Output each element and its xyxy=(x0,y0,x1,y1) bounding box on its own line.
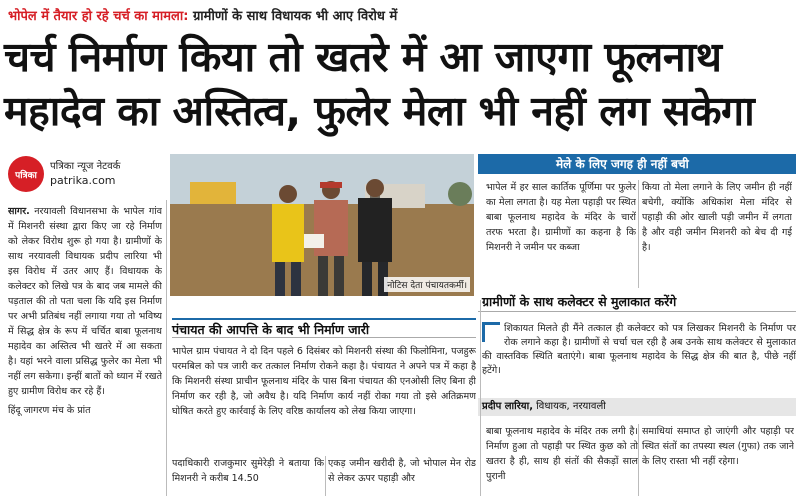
kicker-black: ग्रामीणों के साथ विधायक भी आए विरोध में xyxy=(188,9,398,24)
panchayat-heading-text: पंचायत की आपत्ति के बाद भी निर्माण जारी xyxy=(172,322,370,337)
bottom-column-3: बाबा फूलनाथ महादेव के मंदिर तक लगी है। निर्माण हुआ तो पहाड़ी पर स्थित कुछ को तो खतरा है ही, साथ ही संतों की सैकड़ों साल पुरानी xyxy=(486,426,638,482)
kicker-line xyxy=(8,6,792,24)
signature-role: विधायक, नरयावली xyxy=(533,401,606,412)
headline-line-1: चर्च निर्माण किया तो खतरे में आ जाएगा फूलनाथ xyxy=(4,33,722,81)
column-divider xyxy=(325,456,326,496)
left-column-tail: हिंदू जागरण मंच के प्रांत xyxy=(8,405,91,416)
photo-caption: नोटिस देता पंचायतकर्मी। xyxy=(384,277,470,292)
fair-column-1: भापेल में हर साल कार्तिक पूर्णिमा पर फुलेर का मेला लगता है। यह मेला पहाड़ी पर स्थित बाबा फूलनाथ महादेव के मंदिर के चारों तरफ भरता है। ग्रामीणों का कहना है कि मिशनरी ने जमीन पर कब्जा xyxy=(486,182,636,253)
site-label: patrika.com xyxy=(50,174,116,187)
column-divider xyxy=(638,180,639,288)
fair-column-2: किया तो मेला लगाने के लिए जमीन ही नहीं बचेगी, क्योंकि अधिकांश मेला मंदिर से पहाड़ी की ओर खाली पड़ी जमीन में लगता है और वही जमीन मिशनरी को बेच दी गई है। xyxy=(642,182,792,253)
bottom-column-2: एकड़ जमीन खरीदी है, जो भोपाल मेन रोड से लेकर ऊपर पहाड़ी और xyxy=(328,458,476,484)
bottom-column-4: समाधियां समाप्त हो जाएंगी और पहाड़ी पर स्थित संतों का तपस्या स्थल (गुफा) तक जाने के लिए रास्ता भी नहीं रहेगा। xyxy=(642,426,794,467)
patrika-logo-icon: पत्रिका xyxy=(8,156,44,192)
left-column xyxy=(8,204,162,496)
main-headline xyxy=(4,30,796,138)
dateline: सागर. xyxy=(8,206,30,217)
headline-line-2: महादेव का अस्तित्व, फुलेर मेला भी नहीं लग सकेगा xyxy=(4,87,755,135)
panchayat-body: भापेल ग्राम पंचायत ने दो दिन पहले 6 दिसंबर को मिशनरी संस्था की फिलोमिना, पजहुरू परमबिल को पत्र जारी कर तत्काल निर्माण रोकने कहा है। पंचायत ने अपने पत्र में कहा है कि मिशनरी संस्था प्राचीन फूलनाथ मंदिर के पास बिना पंचायत की एनओसी लिए बिना ही निर्माण कर रही है, जो अवैध है। यदि निर्माण कार्य नहीं रोका गया तो इसे अतिक्रमण घोषित करते हुए कार्रवाई के लिए वरिष्ठ कार्यालय को लेख किया जाएगा। xyxy=(172,346,476,417)
panchayat-heading xyxy=(172,318,476,338)
column-divider xyxy=(638,424,639,496)
mla-quote xyxy=(482,322,796,392)
news-photo xyxy=(170,154,474,296)
quote-mark-icon xyxy=(482,322,500,342)
mla-quote-text: शिकायत मिलते ही मैंने तत्काल ही कलेक्टर को पत्र लिखकर मिशनरी के निर्माण पर रोक लगाने कहा है। ग्रामीणों से चर्चा चल रही है अब उनके साथ कलेक्टर से मुलाकात की वास्तविक स्थिति बताएंगे। बाबा फूलनाथ महादेव के सिद्ध क्षेत्र की बात है, पीछे नहीं हटेंगे। xyxy=(482,323,796,376)
kicker-red: भोपेल में तैयार हो रहे चर्च का मामला: xyxy=(8,9,189,24)
fair-section-banner: मेले के लिए जगह ही नहीं बची xyxy=(478,154,796,174)
publisher-logo xyxy=(8,156,168,194)
left-column-text: नरयावली विधानसभा के भापेल गांव में मिशनरी संस्था द्वारा किए जा रहे निर्माण को लेकर विरोध शुरू हो गया है। ग्रामीणों के साथ नरयावली विधायक प्रदीप लारिया भी इस विरोध में उतर आए हैं। विधायक के कलेक्टर को लिखे पत्र के बाद जब मामले की पड़ताल की तो पता चला कि यदि इस निर्माण पर अभी प्रतिबंध नहीं लगाया गया तो भविष्य में सिद्ध क्षेत्र के रूप में चर्चित बाबा फूलनाथ महादेव का अस्तित्व भी खतरे में आ सकता है। यहां भरने वाला प्रसिद्ध फुलेर का मेला भी नहीं लग सकेगा। इन्हीं बातों को ध्यान में रखते हुए ग्रामीण विरोध कर रहे हैं। xyxy=(8,206,162,397)
collector-meeting-heading: ग्रामीणों के साथ कलेक्टर से मुलाकात करेंगे xyxy=(478,292,796,312)
column-divider xyxy=(480,300,481,496)
photo-illustration xyxy=(170,154,474,296)
quote-signature xyxy=(478,398,796,416)
column-divider xyxy=(166,200,167,496)
signature-name: प्रदीप लारिया, xyxy=(482,401,533,412)
bottom-column-1: पदाधिकारी राजकुमार सुमेरेड़ी ने बताया कि मिशनरी ने करीब 14.50 xyxy=(172,458,324,484)
news-network-label: पत्रिका न्यूज नेटवर्क xyxy=(50,161,121,172)
